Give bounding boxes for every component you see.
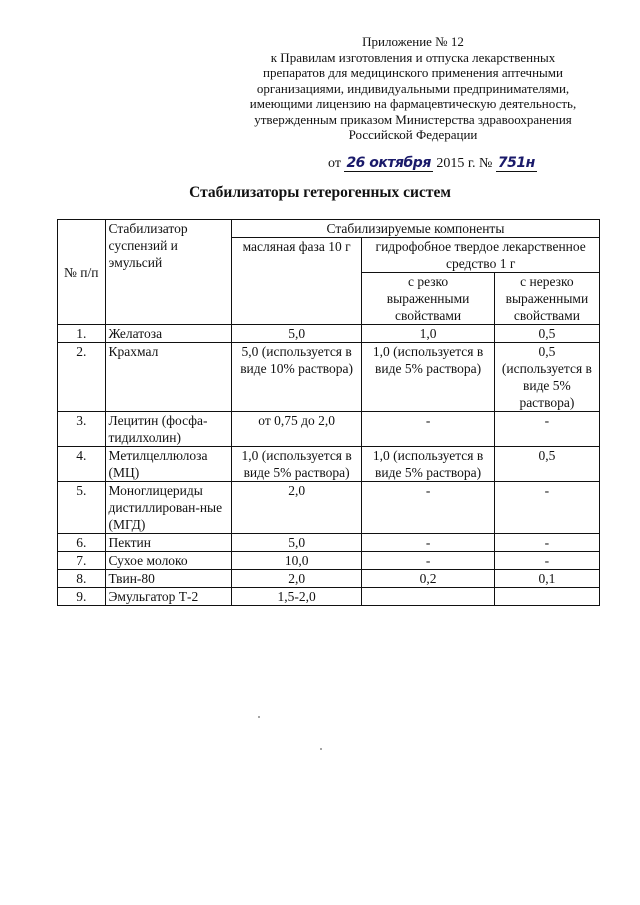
strong-value: - bbox=[362, 412, 494, 447]
appendix-line: Приложение № 12 bbox=[362, 34, 464, 49]
stabilizer-name: Пектин bbox=[105, 534, 231, 552]
order-number-handwritten: 751н bbox=[497, 155, 535, 171]
table-row bbox=[58, 412, 600, 447]
weak-value: - bbox=[494, 552, 599, 570]
weak-value: 0,1 bbox=[494, 570, 599, 588]
row-number: 9. bbox=[58, 588, 106, 606]
order-prefix: от bbox=[328, 156, 341, 171]
row-number: 1. bbox=[58, 325, 106, 343]
scan-speck bbox=[258, 716, 260, 718]
table-row bbox=[58, 570, 600, 588]
header-row bbox=[58, 220, 600, 238]
weak-value: - bbox=[494, 482, 599, 534]
stabilizer-name: Твин-80 bbox=[105, 570, 231, 588]
stabilizer-name: Крахмал bbox=[105, 343, 231, 412]
weak-value: 0,5 (используется в виде 5% раствора) bbox=[494, 343, 599, 412]
row-number: 4. bbox=[58, 447, 106, 482]
appendix-line: утвержденным приказом Министерства здравоохранения bbox=[254, 111, 572, 127]
header-num: № п/п bbox=[58, 220, 106, 325]
table-row bbox=[58, 534, 600, 552]
header-strong: с резко выраженными свойствами bbox=[362, 273, 494, 325]
oil-phase-value: 1,0 (используется в виде 5% раствора) bbox=[231, 447, 361, 482]
oil-phase-value: 5,0 bbox=[231, 325, 361, 343]
oil-phase-value: 2,0 bbox=[231, 570, 361, 588]
appendix-line: организациями, индивидуальными предпринимателями, bbox=[256, 80, 570, 96]
strong-value: 1,0 (используется в виде 5% раствора) bbox=[362, 343, 494, 412]
table-body bbox=[58, 325, 600, 606]
order-date-handwritten: 26 октября bbox=[346, 155, 431, 171]
strong-value: 1,0 bbox=[362, 325, 494, 343]
weak-value: 0,5 bbox=[494, 447, 599, 482]
appendix-line: препаратов для медицинского применения аптечными bbox=[263, 65, 563, 80]
table-row bbox=[58, 343, 600, 412]
weak-value: - bbox=[494, 412, 599, 447]
row-number: 7. bbox=[58, 552, 106, 570]
oil-phase-value: 2,0 bbox=[231, 482, 361, 534]
table-row bbox=[58, 552, 600, 570]
weak-value: - bbox=[494, 534, 599, 552]
oil-phase-value: 5,0 (используется в виде 10% раствора) bbox=[231, 343, 361, 412]
appendix-line: имеющими лицензию на фармацевтическую деятельность, bbox=[249, 96, 577, 111]
appendix-header bbox=[232, 34, 594, 143]
oil-phase-value: от 0,75 до 2,0 bbox=[231, 412, 361, 447]
stabilizer-name: Эмульгатор Т-2 bbox=[105, 588, 231, 606]
row-number: 8. bbox=[58, 570, 106, 588]
strong-value: 0,2 bbox=[362, 570, 494, 588]
header-oil-phase: масляная фаза 10 г bbox=[231, 238, 361, 325]
scan-speck bbox=[320, 748, 322, 750]
weak-value bbox=[494, 588, 599, 606]
strong-value: 1,0 (используется в виде 5% раствора) bbox=[362, 447, 494, 482]
stabilizer-name: Желатоза bbox=[105, 325, 231, 343]
order-reference bbox=[328, 155, 537, 172]
table-row bbox=[58, 447, 600, 482]
table-row bbox=[58, 482, 600, 534]
row-number: 6. bbox=[58, 534, 106, 552]
strong-value: - bbox=[362, 534, 494, 552]
weak-value: 0,5 bbox=[494, 325, 599, 343]
header-solid-drug: гидрофобное твердое лекарственное средство 1 г bbox=[362, 238, 600, 273]
stabilizers-table bbox=[57, 219, 600, 606]
order-year: 2015 г. № bbox=[436, 156, 493, 171]
strong-value: - bbox=[362, 482, 494, 534]
table-row bbox=[58, 588, 600, 606]
oil-phase-value: 5,0 bbox=[231, 534, 361, 552]
header-stabilizer: Стабилизатор суспензий и эмульсий bbox=[105, 220, 231, 325]
oil-phase-value: 10,0 bbox=[231, 552, 361, 570]
strong-value bbox=[362, 588, 494, 606]
row-number: 5. bbox=[58, 482, 106, 534]
table-row bbox=[58, 325, 600, 343]
stabilizer-name: Сухое молоко bbox=[105, 552, 231, 570]
header-weak: с нерезко выраженными свойствами bbox=[494, 273, 599, 325]
row-number: 2. bbox=[58, 343, 106, 412]
stabilizer-name: Метилцеллюлоза (МЦ) bbox=[105, 447, 231, 482]
row-number: 3. bbox=[58, 412, 106, 447]
stabilizer-name: Моноглицериды дистиллирован-ные (МГД) bbox=[105, 482, 231, 534]
oil-phase-value: 1,5-2,0 bbox=[231, 588, 361, 606]
document-title: Стабилизаторы гетерогенных систем bbox=[189, 184, 451, 201]
header-components: Стабилизируемые компоненты bbox=[231, 220, 599, 238]
appendix-line: Российской Федерации bbox=[348, 127, 478, 142]
stabilizer-name: Лецитин (фосфа-тидилхолин) bbox=[105, 412, 231, 447]
appendix-line: к Правилам изготовления и отпуска лекарственных bbox=[270, 49, 556, 65]
strong-value: - bbox=[362, 552, 494, 570]
